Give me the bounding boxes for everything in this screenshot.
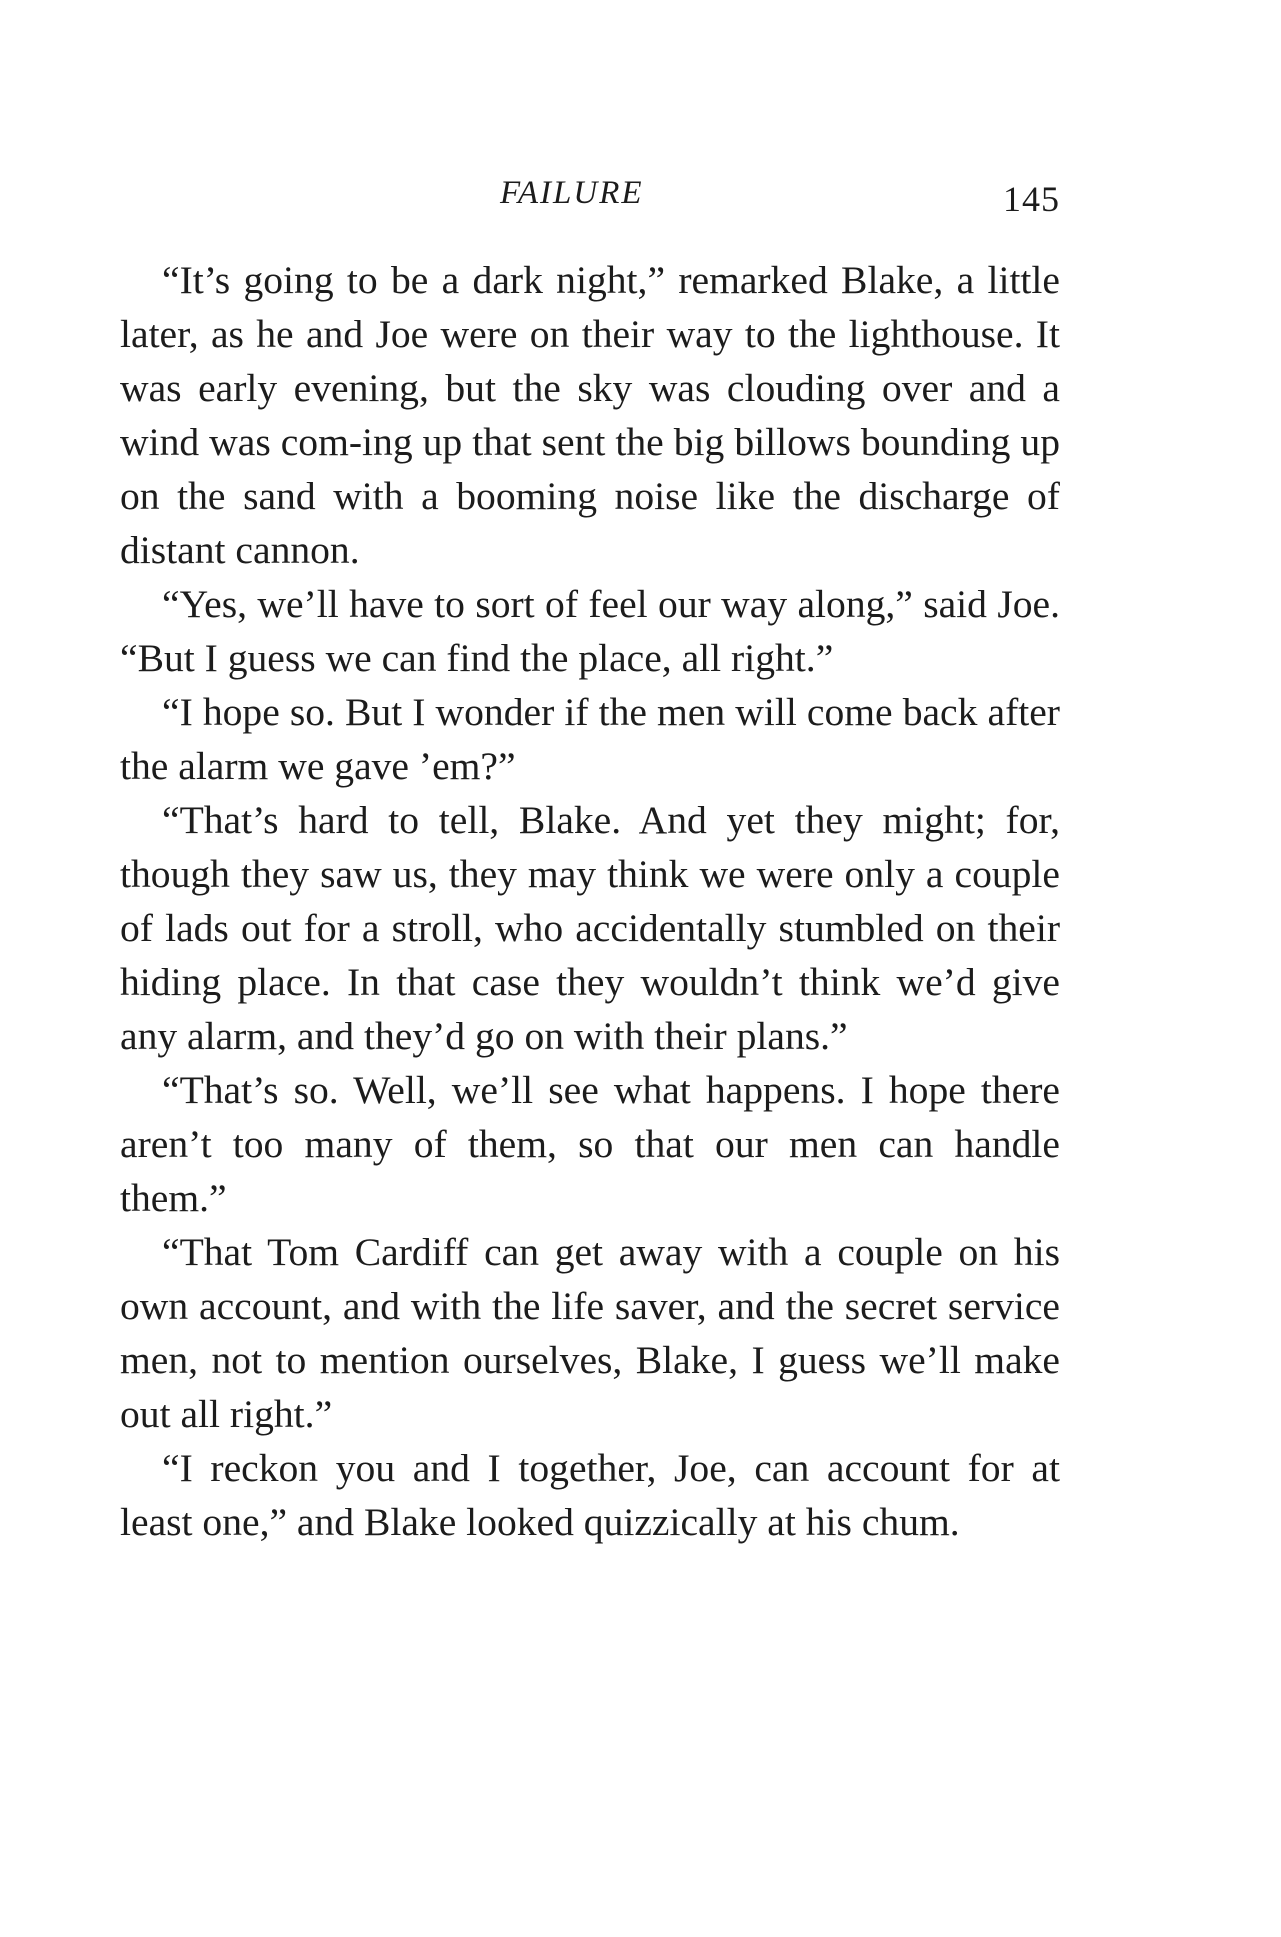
paragraph: “It’s going to be a dark night,” remarked Blake, a little later, as he and Joe were on their way to the lighthouse. It was early evening, but the sky was clouding over and a wind was com-ing up that sent the big billows bounding up on the sand with a booming noise like the discharge of distant cannon. — [120, 258, 1060, 572]
body-text — [120, 253, 1060, 1549]
running-head — [120, 175, 1060, 225]
paragraph: “That Tom Cardiff can get away with a couple on his own account, and with the life saver, and the secret service men, not to mention ourselves, Blake, I guess we’ll make out all right.” — [120, 1230, 1060, 1436]
paragraph: “That’s hard to tell, Blake. And yet they might; for, though they saw us, they may think we were only a couple of lads out for a stroll, who accidentally stumbled on their hiding place. In that case they wouldn’t think we’d give any alarm, and they’d go on with their plans.” — [120, 798, 1060, 1058]
paragraph: “I hope so. But I wonder if the men will come back after the alarm we gave ’em?” — [120, 690, 1060, 788]
paragraph: “Yes, we’ll have to sort of feel our way along,” said Joe. “But I guess we can find the place, all right.” — [120, 582, 1060, 680]
page-number: 145 — [1003, 179, 1060, 219]
chapter-title: FAILURE — [500, 175, 644, 211]
paragraph: “That’s so. Well, we’ll see what happens. I hope there aren’t too many of them, so that our men can handle them.” — [120, 1068, 1060, 1220]
paragraph: “I reckon you and I together, Joe, can account for at least one,” and Blake looked quizzically at his chum. — [120, 1446, 1060, 1544]
